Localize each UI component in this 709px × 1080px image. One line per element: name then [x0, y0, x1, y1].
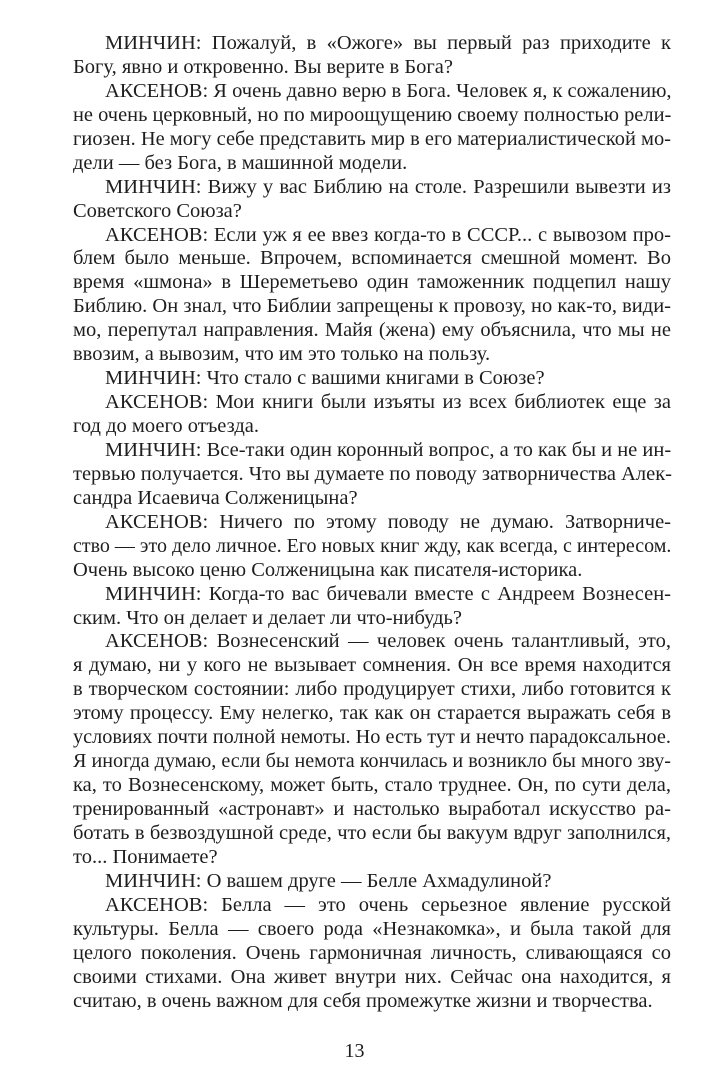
text-line: в творческом состоянии: либо продуцирует стихи, либо готовится к — [73, 678, 671, 701]
text-line: Очень высоко ценю Солженицына как писателя-историка. — [73, 558, 583, 581]
text-line: не очень церковный, но по мироощущению своему полностью рели- — [73, 103, 672, 126]
text-line: дели — без Бога, в машинной модели. — [73, 151, 408, 174]
text-line: АКСЕНОВ: Мои книги были изъяты из всех библиотек еще за — [105, 391, 671, 414]
text-line: АКСЕНОВ: Я очень давно верю в Бога. Человек я, к сожалению, — [105, 79, 672, 102]
text-line: своими стихами. Она живет внутри них. Сейчас она находится, я — [73, 965, 671, 988]
dialogue-paragraph — [73, 894, 671, 1014]
text-line: МИНЧИН: Что стало с вашими книгами в Союзе? — [105, 367, 545, 390]
text-line: МИНЧИН: О вашем друге — Белле Ахмадулиной? — [105, 869, 552, 892]
text-line: я думаю, ни у кого не вызывает сомнения. Он все время находится — [73, 654, 671, 677]
text-line: год до моего отъезда. — [73, 415, 260, 437]
text-line: тервью получается. Что вы думаете по поводу затворничества Алек- — [73, 462, 672, 485]
dialogue-paragraph — [73, 439, 671, 511]
text-line: МИНЧИН: Когда-то вас бичевали вместе с Андреем Вознесен- — [105, 582, 671, 605]
text-line: то... Понимаете? — [73, 845, 218, 868]
text-line: Библию. Он знал, что Библии запрещены к провозу, но как-то, види- — [73, 295, 671, 318]
text-line: тренированный «астронавт» и настолько выработал искусство ра- — [73, 798, 671, 820]
text-line: Советского Союза? — [73, 199, 242, 222]
text-line: МИНЧИН: Вижу у вас Библию на столе. Разрешили вывезти из — [105, 175, 671, 198]
dialogue-paragraph — [73, 391, 671, 439]
dialogue-paragraph — [73, 32, 671, 80]
text-line: сандра Исаевича Солженицына? — [73, 486, 358, 509]
text-line: мо, перепутал направления. Майя (жена) ему объяснила, что мы не — [73, 319, 671, 342]
interview-text — [73, 32, 671, 1013]
text-line: этому процессу. Ему нелегко, так как он старается выражать себя в — [73, 702, 671, 725]
text-line: время «шмона» в Шереметьево один таможенник подцепил нашу — [73, 271, 671, 294]
text-line: ство — это дело личное. Его новых книг жду, как всегда, с интересом. — [73, 534, 672, 557]
text-line: ка, то Вознесенскому, может быть, стало труднее. Он, по сути дела, — [73, 774, 671, 797]
text-line: МИНЧИН: Все-таки один коронный вопрос, а то как бы и не ин- — [105, 438, 672, 461]
text-line: целого поколения. Очень гармоничная личность, сливающаяся со — [73, 941, 671, 964]
dialogue-paragraph — [73, 870, 671, 894]
page-number: 13 — [344, 1040, 365, 1062]
text-line: Богу, явно и откровенно. Вы верите в Бога? — [73, 55, 453, 78]
dialogue-paragraph — [73, 224, 671, 368]
text-line: АКСЕНОВ: Белла — это очень серьезное явление русской — [105, 893, 671, 916]
text-line: АКСЕНОВ: Ничего по этому поводу не думаю. Затворниче- — [105, 510, 671, 533]
dialogue-paragraph — [73, 176, 671, 224]
text-line: культуры. Белла — своего рода «Незнакомка», и была такой для — [73, 917, 671, 940]
text-line: ботать в безвоздушной среде, что если бы вакуум вдруг заполнился, — [73, 821, 671, 844]
text-line: АКСЕНОВ: Если уж я ее ввез когда-то в СССР... с вывозом про- — [105, 223, 671, 246]
dialogue-paragraph — [73, 367, 671, 391]
text-line: ввозим, а вывозим, что им это только на пользу. — [73, 343, 491, 366]
dialogue-paragraph — [73, 583, 671, 631]
text-line: считаю, в очень важном для себя промежутке жизни и творчества. — [73, 989, 653, 1012]
text-line: Я иногда думаю, если бы немота кончилась и возникло бы много зву- — [73, 750, 671, 773]
text-line: блем было меньше. Впрочем, вспоминается смешной момент. Во — [73, 247, 671, 270]
text-line: условиях почти полной немоты. Но есть тут и нечто парадоксальное. — [73, 726, 671, 749]
dialogue-paragraph — [73, 630, 671, 869]
text-line: гиозен. Не могу себе представить мир в его материалистической мо- — [73, 127, 671, 150]
dialogue-paragraph — [73, 80, 671, 176]
text-line: МИНЧИН: Пожалуй, в «Ожоге» вы первый раз приходите к — [105, 32, 671, 54]
text-line: АКСЕНОВ: Вознесенский — человек очень талантливый, это, — [105, 630, 671, 653]
dialogue-paragraph — [73, 511, 671, 583]
text-line: ским. Что он делает и делает ли что-нибудь? — [73, 606, 462, 629]
